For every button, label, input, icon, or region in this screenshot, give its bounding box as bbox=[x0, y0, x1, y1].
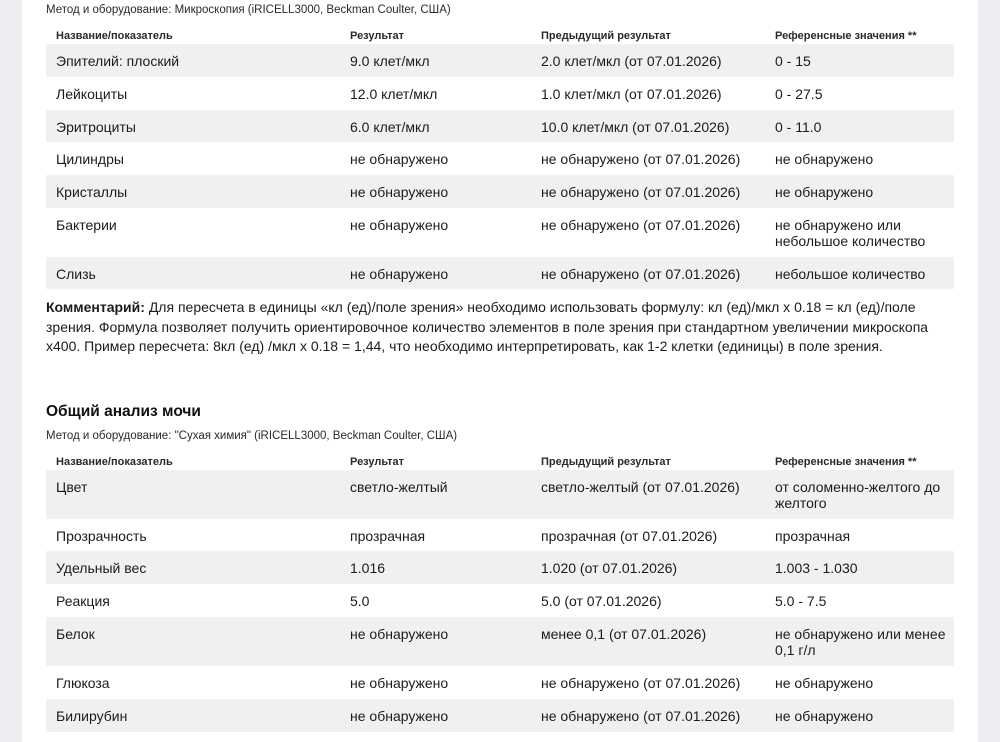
cell-previous: 10.0 клет/мкл (от 07.01.2026) bbox=[541, 119, 730, 135]
col-header-reference: Референсные значения ** bbox=[775, 30, 917, 42]
section-title: Общий анализ мочи bbox=[46, 403, 201, 420]
cell-previous: 1.0 клет/мкл (от 07.01.2026) bbox=[541, 86, 722, 102]
cell-result: не обнаружено bbox=[350, 708, 449, 724]
cell-previous: не обнаружено (от 07.01.2026) bbox=[541, 675, 741, 691]
cell-name: Белок bbox=[56, 626, 95, 642]
report-page bbox=[22, 0, 978, 742]
cell-reference: 0 - 15 bbox=[775, 53, 811, 69]
cell-name: Прозрачность bbox=[56, 528, 147, 544]
cell-previous: не обнаружено (от 07.01.2026) bbox=[541, 217, 741, 233]
cell-reference: не обнаружено bbox=[775, 184, 874, 200]
table-row bbox=[46, 584, 954, 617]
cell-result: не обнаружено bbox=[350, 217, 449, 233]
cell-previous: светло-желтый (от 07.01.2026) bbox=[541, 479, 740, 495]
cell-previous: 5.0 (от 07.01.2026) bbox=[541, 593, 662, 609]
cell-name: Цвет bbox=[56, 479, 88, 495]
cell-previous: не обнаружено (от 07.01.2026) bbox=[541, 151, 741, 167]
cell-name: Удельный вес bbox=[56, 560, 147, 576]
cell-reference: 0 - 11.0 bbox=[775, 119, 822, 135]
table-row bbox=[46, 175, 954, 208]
col-header-previous: Предыдущий результат bbox=[541, 456, 671, 468]
table-row bbox=[46, 110, 954, 142]
cell-reference: 0 - 27.5 bbox=[775, 86, 823, 102]
cell-result: прозрачная bbox=[350, 528, 426, 544]
table-row bbox=[46, 666, 954, 699]
table-row bbox=[46, 142, 954, 175]
cell-result: 1.016 bbox=[350, 560, 386, 576]
cell-previous: менее 0,1 (от 07.01.2026) bbox=[541, 626, 707, 642]
comment-block bbox=[46, 298, 936, 357]
cell-name: Глюкоза bbox=[56, 675, 110, 691]
col-header-name: Название/показатель bbox=[56, 456, 173, 468]
cell-name: Билирубин bbox=[56, 708, 128, 724]
cell-reference: 1.003 - 1.030 bbox=[775, 560, 858, 576]
cell-result: 9.0 клет/мкл bbox=[350, 53, 430, 69]
comment-text: Для пересчета в единицы «кл (ед)/поле зрения» необходимо использовать формулу: кл (ед)/мкл х 0.18 = кл (ед)/поле зрения. Формула позволяет получить ориентировочное количество элементов в поле зрения при стандартном увеличении микроскопа х400. Пример пересчета: 8кл (ед) /мкл х 0.18 = 1,44, что необходимо интерпретировать, как 1-2 клетки (единицы) в поле зрения. bbox=[46, 299, 929, 354]
table-row bbox=[46, 470, 954, 519]
cell-name: Реакция bbox=[56, 593, 110, 609]
cell-name: Слизь bbox=[56, 266, 96, 282]
cell-result: 5.0 bbox=[350, 593, 370, 609]
cell-result: 6.0 клет/мкл bbox=[350, 119, 430, 135]
table-row bbox=[46, 208, 954, 257]
col-header-result: Результат bbox=[350, 456, 405, 468]
micro-method-line: Метод и оборудование: Микроскопия (iRICELL3000, Beckman Coulter, США) bbox=[46, 4, 451, 16]
cell-reference: прозрачная bbox=[775, 528, 851, 544]
table-row bbox=[46, 519, 954, 551]
table-row bbox=[46, 617, 954, 666]
table-row bbox=[46, 551, 954, 584]
table-row bbox=[46, 699, 954, 732]
cell-previous: 1.020 (от 07.01.2026) bbox=[541, 560, 678, 576]
cell-previous: не обнаружено (от 07.01.2026) bbox=[541, 184, 741, 200]
col-header-name: Название/показатель bbox=[56, 30, 173, 42]
cell-result: не обнаружено bbox=[350, 151, 449, 167]
general-method-line: Метод и оборудование: "Сухая химия" (iRICELL3000, Beckman Coulter, США) bbox=[46, 430, 458, 442]
cell-previous: 2.0 клет/мкл (от 07.01.2026) bbox=[541, 53, 722, 69]
cell-previous: не обнаружено (от 07.01.2026) bbox=[541, 266, 741, 282]
col-header-reference: Референсные значения ** bbox=[775, 456, 917, 468]
table-row bbox=[46, 44, 954, 77]
cell-result: не обнаружено bbox=[350, 675, 449, 691]
col-header-result: Результат bbox=[350, 30, 405, 42]
cell-reference: не обнаружено bbox=[775, 151, 874, 167]
cell-name: Кристаллы bbox=[56, 184, 128, 200]
cell-reference: не обнаружено bbox=[775, 675, 874, 691]
cell-result: не обнаружено bbox=[350, 626, 449, 642]
cell-result: не обнаружено bbox=[350, 184, 449, 200]
cell-name: Лейкоциты bbox=[56, 86, 128, 102]
cell-previous: не обнаружено (от 07.01.2026) bbox=[541, 708, 741, 724]
cell-result: 12.0 клет/мкл bbox=[350, 86, 438, 102]
cell-result: светло-желтый bbox=[350, 479, 448, 495]
cell-previous: прозрачная (от 07.01.2026) bbox=[541, 528, 718, 544]
table-row bbox=[46, 77, 954, 110]
cell-name: Эпителий: плоский bbox=[56, 53, 180, 69]
cell-reference: не обнаружено bbox=[775, 708, 874, 724]
cell-reference: 5.0 - 7.5 bbox=[775, 593, 827, 609]
cell-name: Эритроциты bbox=[56, 119, 136, 135]
cell-reference: небольшое количество bbox=[775, 266, 926, 282]
cell-reference: от соломенно-желтого до желтого bbox=[775, 479, 941, 511]
cell-name: Бактерии bbox=[56, 217, 117, 233]
cell-reference: не обнаружено или менее 0,1 г/л bbox=[775, 626, 946, 658]
cell-result: не обнаружено bbox=[350, 266, 449, 282]
col-header-previous: Предыдущий результат bbox=[541, 30, 671, 42]
table-row bbox=[46, 257, 954, 289]
cell-reference: не обнаружено или небольшое количество bbox=[775, 217, 926, 249]
cell-name: Цилиндры bbox=[56, 151, 124, 167]
comment-label: Комментарий: bbox=[46, 299, 145, 315]
